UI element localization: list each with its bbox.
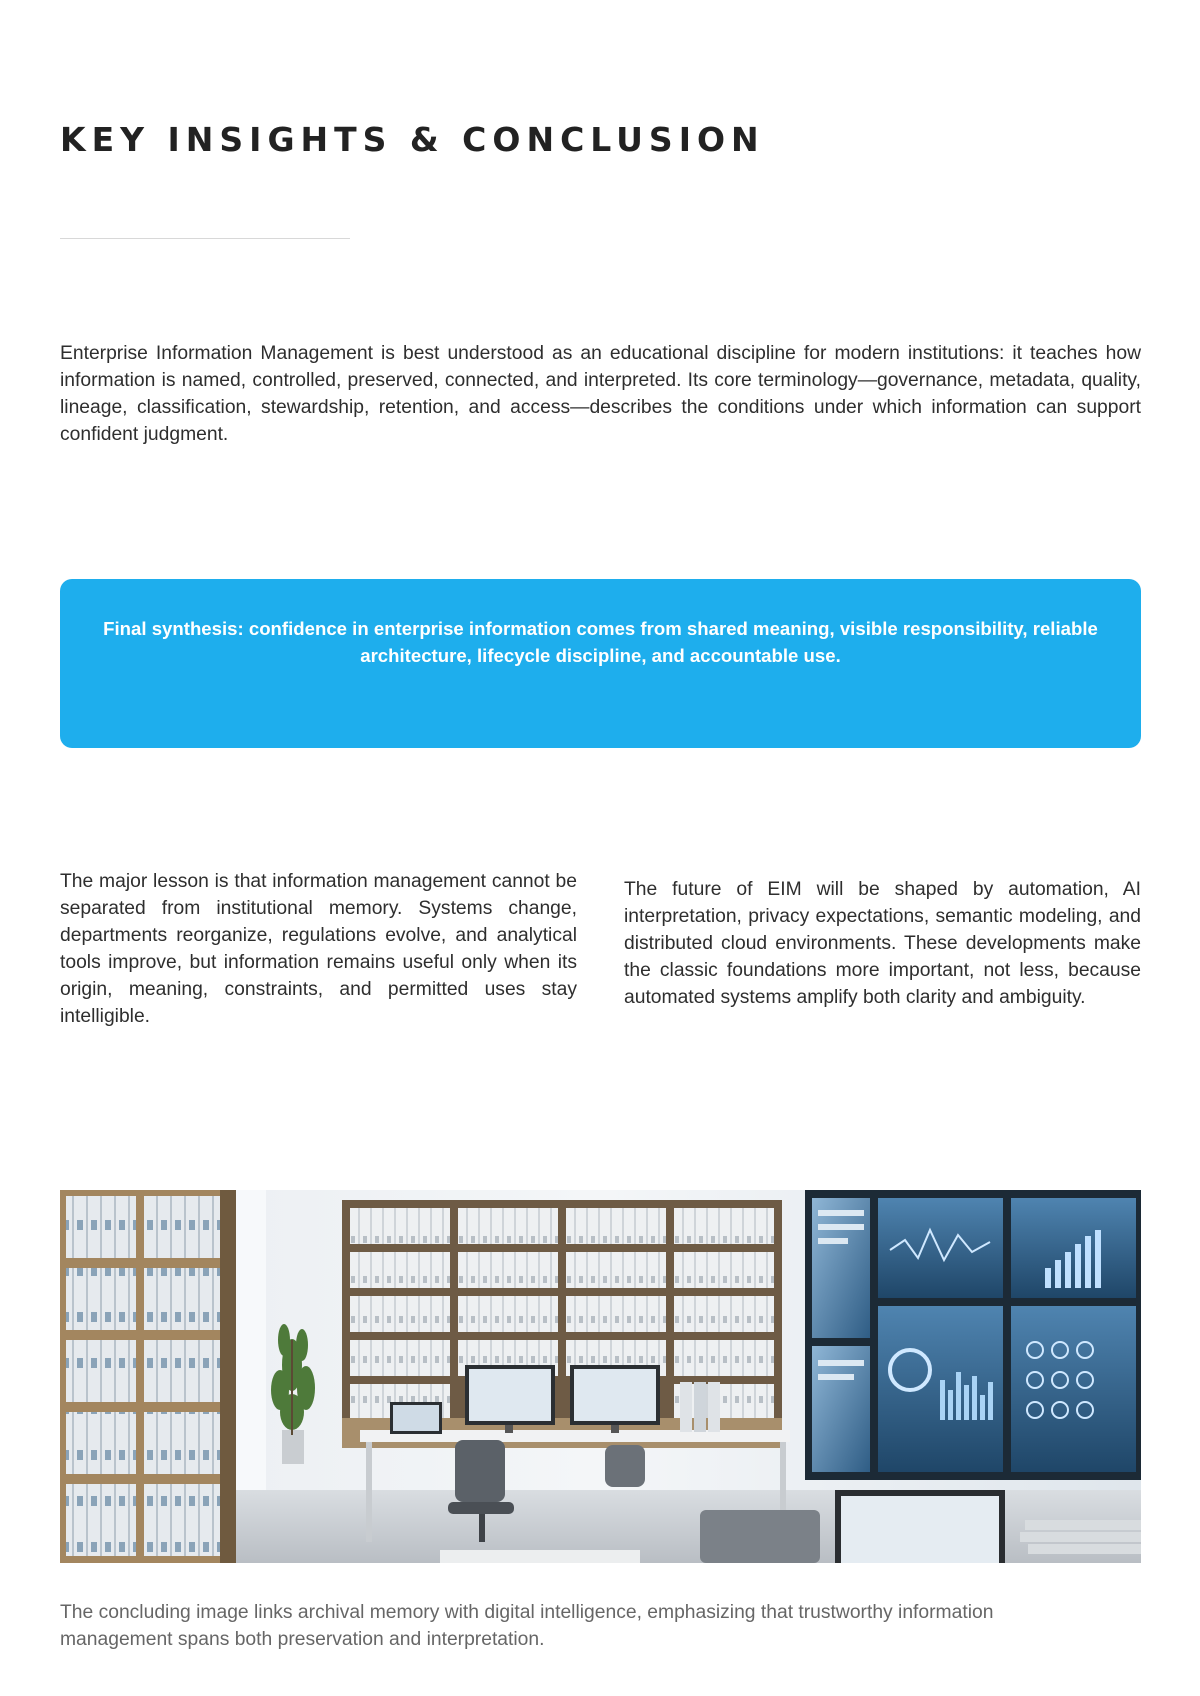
archive-office-image [60,1190,1141,1563]
title-divider [60,238,350,239]
page-title: KEY INSIGHTS & CONCLUSION [60,120,765,159]
right-column-paragraph: The future of EIM will be shaped by automation, AI interpretation, privacy expectations, semantic modeling, and distributed cloud environments. These developments make the classic foundations more important, not less, because automated systems amplify both clarity and ambiguity. [624,879,1141,1008]
intro-paragraph: Enterprise Information Management is best understood as an educational discipline for modern institutions: it teaches how information is named, controlled, preserved, connected, and interpreted. Its core terminology—governance, metadata, quality, lineage, classification, stewardship, retention, and access—describes the conditions under which information can support confident judgment. [60,343,1141,445]
left-column-paragraph: The major lesson is that information management cannot be separated from institutional memory. Systems change, departments reorganize, regulations evolve, and analytical tools improve, but information remains useful only when its origin, meaning, constraints, and permitted uses stay intelligible. [60,871,577,1027]
image-caption: The concluding image links archival memory with digital intelligence, emphasizing that trustworthy information management spans both preservation and interpretation. [60,1602,994,1650]
synthesis-callout [60,579,1141,748]
callout-text: Final synthesis: confidence in enterprise information comes from shared meaning, visible responsibility, reliable architecture, lifecycle discipline, and accountable use. [103,618,1098,666]
